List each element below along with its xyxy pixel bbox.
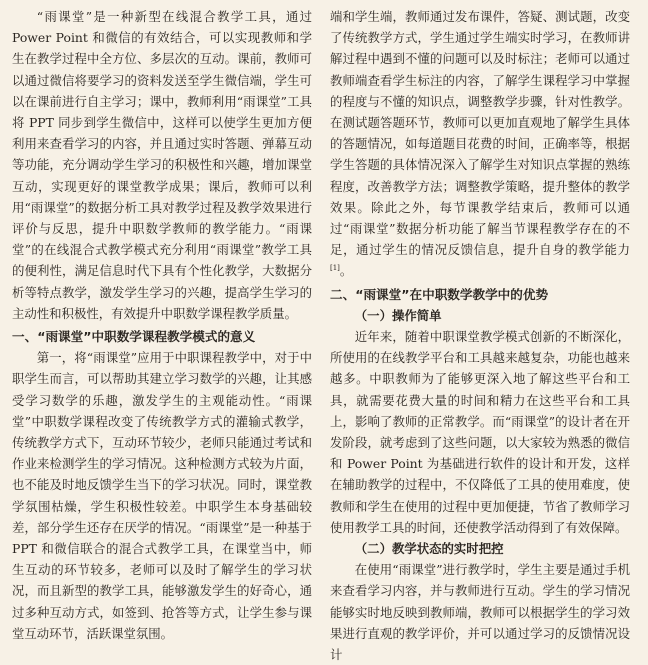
subheading-realtime-control: （二）教学状态的实时把控 xyxy=(354,541,504,557)
continued-paragraph xyxy=(330,6,630,282)
operation-simple-paragraph: 近年来，随着中职课堂教学模式创新的不断深化，所使用的在线教学平台和工具越来越复杂，功能也越来越多。中职教师为了能够更深入地了解这些平台和工具，就需要花费大量的时间和精力在这些平台和工具上，影响了教师的正常教学。而“雨课堂”的设计者在开发阶段，就考虑到了这些问题，以大家较为熟悉的微信和 Power Point 为基础进行软件的设计和开发，这样在辅助教学的过程中，不仅降低了工具的使用难度，使教师和学生在使用的过程中更加便捷，节省了教师学习使用教学工具的时间，还使教学活动得到了有效保障。 xyxy=(330,329,630,535)
subheading-operation-simple: （一）操作简单 xyxy=(354,307,442,323)
right-column xyxy=(330,6,630,663)
intro-paragraph: “雨课堂”是一种新型在线混合教学工具，通过 Power Point 和微信的有效结合，可以实现教师和学生在教学过程中全方位、多层次的互动。课前，教师可以通过微信将要学习的资料发送至学生微信端，学生可以在课前进行自主学习；课中，教师利用“雨课堂”工具将 PPT 同步到学生微信中，这样可以使学生更加方便利用来查看学习的内容，并且通过实时答题、弹幕互动等功能，充分调动学生学习的积极性和兴趣，增加课堂互动，实现更好的课堂教学成果；课后，教师可以利用“雨课堂”的数据分析工具对教学过程及教学效果进行评价与反思，提升中职数学教师的教学能力。“雨课堂”的在线混合式教学模式充分利用“雨课堂”教学工具的便利性，满足信息时代下具有个性化教学，大数据分析等特点教学，激发学生学习的兴趣，提高学生学习的主动性和积极性，有效提升中职数学课程教学质量。 xyxy=(12,9,312,321)
continued-paragraph-text: 端和学生端，教师通过发布课件，答疑、测试题，改变了传统教学方式，学生通过学生端实时学习，在教师讲解过程中遇到不懂的问题可以及时标注；老师可以通过教师端查看学生标注的内容，了解学生课程学习中掌握的程度与不懂的知识点，调整教学步骤，针对性教学。在测试题答题环节，教师可以更加直观地了解学生具体的答题情况，如每道题目花费的时间，正确率等，根据学生答题的具体情况深入了解学生对知识点掌握的熟练程度，改善教学方法；调整教学策略，提升整体的教学效果。除此之外，每节课教学结束后，教师可以通过“雨课堂”数据分析功能了解当节课程教学存在的不足，通过学生的情况反馈信息，提升自身的教学能力 xyxy=(330,9,630,258)
realtime-control-paragraph: 在使用“雨课堂”进行教学时，学生主要是通过手机来查看学习内容，并与教师进行互动。学生的学习情况能够实时地反映到教师端，教师可以根据学生的学习效果进行直观的教学评价，并可以通过学习的反馈情况设计 xyxy=(330,562,630,663)
left-column xyxy=(12,6,312,641)
section-heading-1: 一、“雨课堂”中职数学课程教学模式的意义 xyxy=(12,329,256,345)
continued-paragraph-end: 。 xyxy=(339,263,353,279)
section-heading-2: 二、“雨课堂”在中职数学教学中的优势 xyxy=(330,286,549,302)
section-1-paragraph: 第一，将“雨课堂”应用于中职课程教学中，对于中职学生而言，可以帮助其建立学习数学的兴趣，让其感受学习数学的乐趣，激发学生的主观能动性。“雨课堂”中职数学课程改变了传统教学方式的灌输式教学，传统教学方式下，互动环节较少，老师只能通过考试和作业来检测学生的学习情况。这种检测方式较为片面，也不能及时地反馈学生当下的学习状况。同时，课堂教学氛围枯燥，学生积极性较差。中职学生本身基础较差，部分学生还存在厌学的情况。“雨课堂”是一种基于 PPT 和微信联合的混合式教学工具，在课堂当中，师生互动的环节较多，老师可以及时了解学生的学习状况，而且新型的教学工具，能够激发学生的好奇心，通过多种互动方式，如签到、抢答等方式，让学生参与课堂互动环节，活跃课堂氛围。 xyxy=(12,350,312,641)
citation-marker: [1] xyxy=(330,264,340,273)
